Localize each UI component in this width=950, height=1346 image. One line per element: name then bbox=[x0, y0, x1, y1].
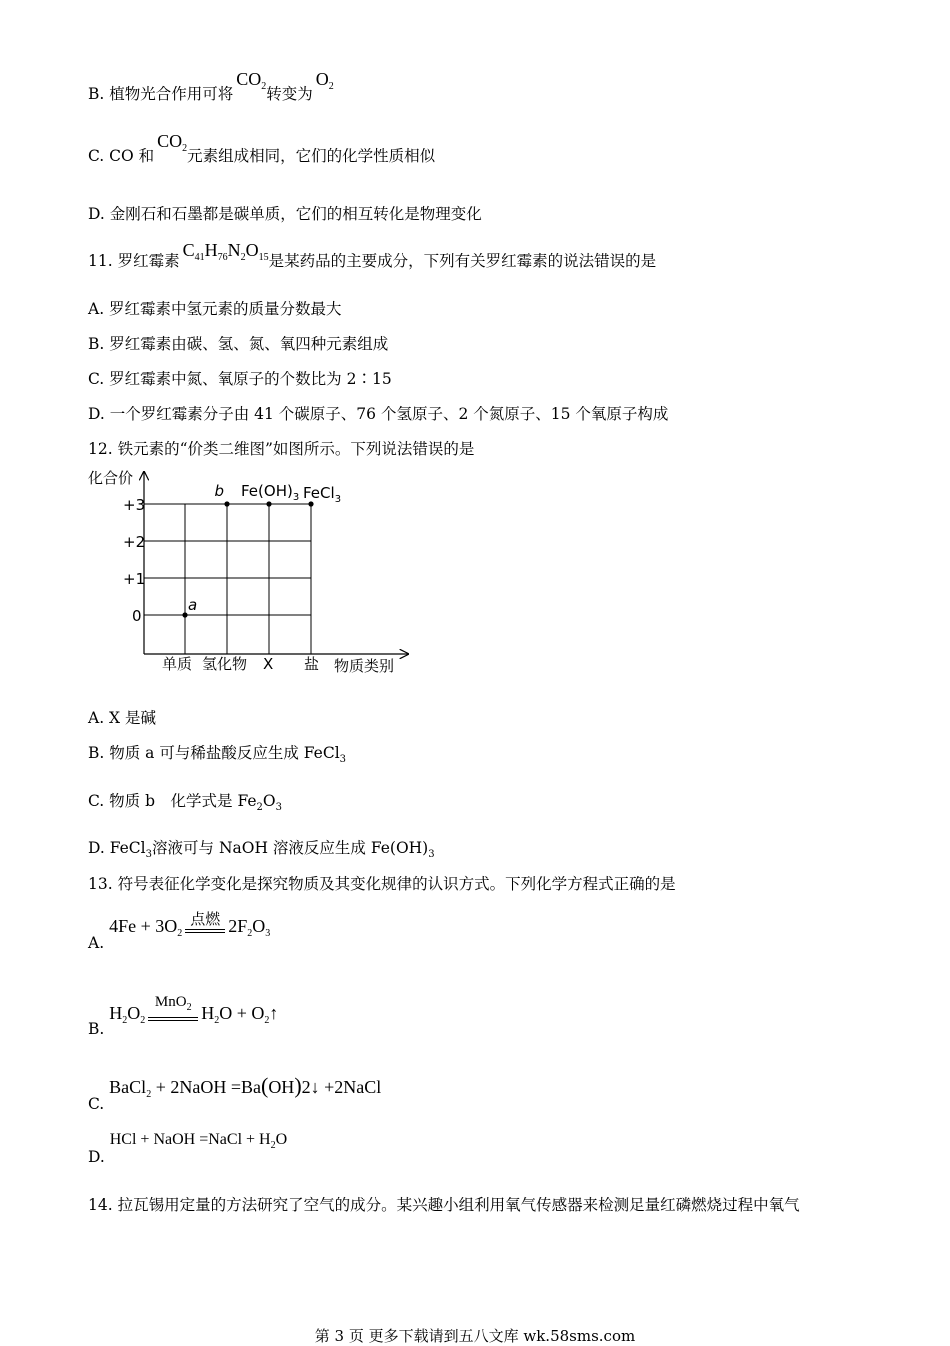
subscript: 3 bbox=[339, 754, 347, 765]
x-tick: 盐 bbox=[304, 655, 320, 673]
q12-option-a: A. X 是碱 bbox=[88, 709, 157, 727]
point-label: b bbox=[214, 482, 224, 500]
q12-c-text: C. 物质 b 化学式是 Fe bbox=[88, 792, 257, 810]
y-tick: 0 bbox=[132, 607, 142, 625]
q11-option-a: A. 罗红霉素中氢元素的质量分数最大 bbox=[88, 300, 342, 318]
grid bbox=[144, 504, 311, 654]
q11-option-b: B. 罗红霉素由碳、氢、氮、氧四种元素组成 bbox=[88, 335, 389, 353]
option-label: A. bbox=[88, 934, 105, 952]
condition-catalyst: MnO$_2$ bbox=[148, 993, 198, 1021]
o2-formula: $O_2$ bbox=[315, 69, 334, 92]
equation-c: BaCl$_2$ + 2NaOH =Ba(OH)2↓ +2NaCl bbox=[109, 1073, 382, 1100]
q10-b-text: B. 植物光合作用可将 bbox=[88, 85, 234, 103]
q13-stem: 13. 符号表征化学变化是探究物质及其变化规律的认识方式。下列化学方程式正确的是 bbox=[88, 875, 676, 893]
x-tick: X bbox=[263, 655, 274, 673]
subscript: 3 bbox=[428, 849, 435, 860]
q11-prefix: 11. 罗红霉素 bbox=[88, 252, 180, 270]
q12-c-text2: O bbox=[262, 792, 276, 810]
x-tick: 单质 bbox=[162, 655, 193, 673]
q10-option-c bbox=[88, 131, 436, 168]
q12-option-d bbox=[88, 836, 435, 860]
q13-option-a bbox=[88, 901, 271, 952]
q13-option-c bbox=[88, 1073, 382, 1113]
q11-option-c: C. 罗红霉素中氮、氧原子的个数比为 2∶15 bbox=[88, 370, 392, 388]
subscript: 3 bbox=[145, 849, 153, 860]
y-tick: +1 bbox=[123, 570, 146, 588]
point-label: $Fe(OH)_3$ bbox=[241, 482, 300, 503]
q12-d-text2: 溶液可与 NaOH 溶液反应生成 Fe(OH) bbox=[152, 839, 429, 857]
q11-suffix: 是某药品的主要成分，下列有关罗红霉素的说法错误的是 bbox=[268, 252, 657, 270]
q10-b-text2: 转变为 bbox=[266, 85, 313, 103]
q12-d-text: D. FeCl bbox=[88, 839, 146, 857]
q10-option-d: D. 金刚石和石墨都是碳单质，它们的相互转化是物理变化 bbox=[88, 205, 482, 223]
chart-point bbox=[224, 501, 229, 506]
q12-option-b bbox=[88, 741, 346, 765]
point-label: FeCl$_3$ bbox=[303, 484, 342, 505]
y-axis-label: 化合价 bbox=[88, 469, 134, 487]
q10-c-text: C. CO 和 bbox=[88, 147, 155, 165]
chart-point bbox=[308, 501, 313, 506]
option-label: D. bbox=[88, 1148, 105, 1166]
q10-c-text2: 元素组成相同，它们的化学性质相似 bbox=[187, 147, 436, 165]
co2-formula: $CO_2$ bbox=[157, 131, 188, 154]
y-tick: +2 bbox=[123, 533, 146, 551]
y-tick: +3 bbox=[123, 496, 146, 514]
condition-ignite: 点燃 bbox=[185, 911, 225, 933]
page-footer: 第 3 页 更多下载请到五八文库 wk.58sms.com bbox=[314, 1327, 636, 1345]
option-label: B. bbox=[88, 1020, 105, 1039]
valence-class-chart bbox=[80, 462, 420, 682]
point-label: a bbox=[188, 596, 198, 614]
q11-stem bbox=[88, 240, 657, 273]
equation-b: $H_2O_2$ MnO$_2$ $H_2O$ + $O_2↑$ bbox=[109, 994, 279, 1027]
x-tick: 氢化物 bbox=[202, 655, 248, 673]
roxithromycin-formula: $C_{41}H_{76}N_2O_{15}$ bbox=[182, 240, 269, 263]
q12-stem: 12. 铁元素的“价类二维图”如图所示。下列说法错误的是 bbox=[88, 440, 475, 458]
q13-option-b bbox=[88, 988, 279, 1039]
q12-b-text: B. 物质 a 可与稀盐酸反应生成 FeCl bbox=[88, 744, 340, 762]
q13-option-d bbox=[88, 1130, 288, 1166]
q14-stem: 14. 拉瓦锡用定量的方法研究了空气的成分。某兴趣小组利用氧气传感器来检测足量红磷燃烧过程中氧气 bbox=[88, 1196, 800, 1214]
q12-option-c bbox=[88, 789, 282, 813]
chart-point bbox=[266, 501, 271, 506]
subscript: 3 bbox=[275, 802, 282, 813]
x-axis-label: 物质类别 bbox=[334, 657, 395, 675]
equation-a: $4Fe + 3O_2$ 点燃 $2F_2O_3$ bbox=[109, 911, 271, 939]
q11-option-d: D. 一个罗红霉素分子由 41 个碳原子、76 个氢原子、2 个氮原子、15 个氧原子构成 bbox=[88, 405, 669, 423]
equation-d: HCl + NaOH =NaCl + $H_2O$ bbox=[109, 1131, 288, 1151]
chart-point bbox=[182, 612, 187, 617]
subscript: 2 bbox=[256, 802, 263, 813]
q10-option-b bbox=[88, 69, 334, 106]
option-label: C. bbox=[88, 1095, 105, 1113]
co2-formula: $CO_2$ bbox=[236, 69, 267, 92]
